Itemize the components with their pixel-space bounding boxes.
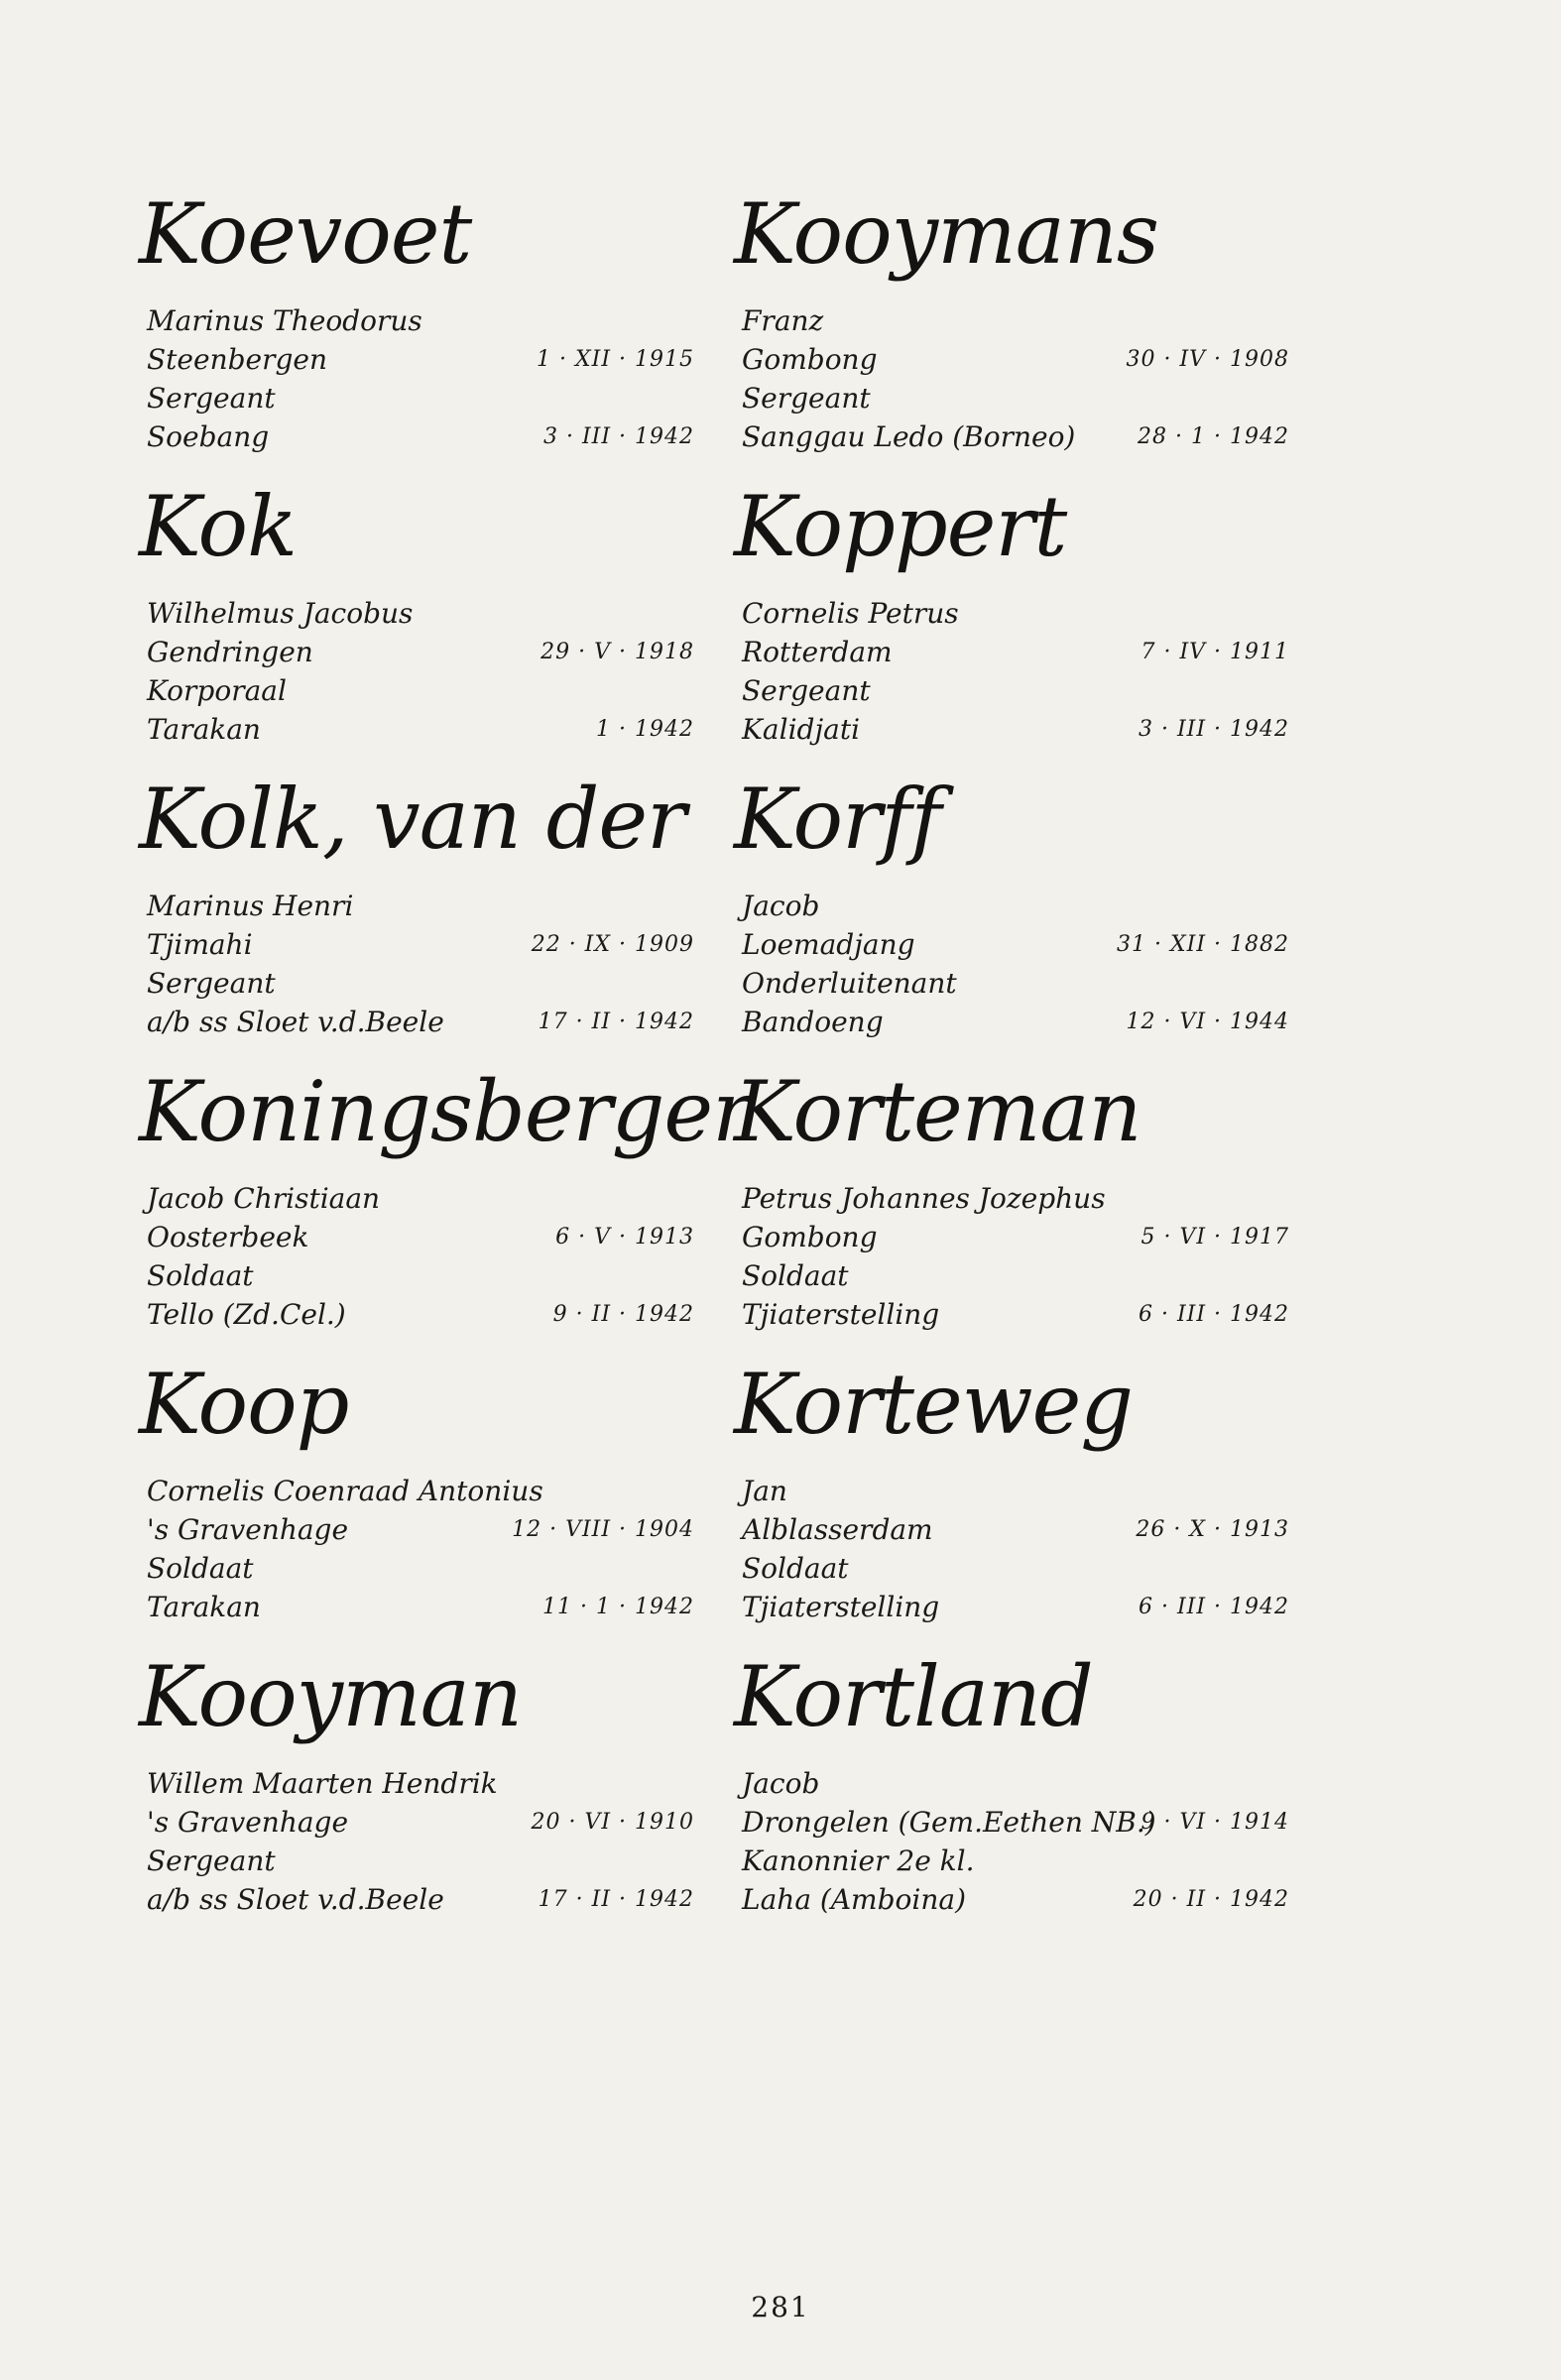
rank-line bbox=[139, 671, 694, 710]
rank-line bbox=[734, 1256, 1289, 1295]
given-names: Marinus Theodorus bbox=[147, 304, 422, 337]
death-date: 6 · III · 1942 bbox=[1138, 1302, 1289, 1327]
birth-line bbox=[139, 1803, 694, 1842]
given-names: Wilhelmus Jacobus bbox=[147, 597, 414, 630]
birth-line bbox=[734, 340, 1289, 379]
death-place: Sanggau Ledo (Borneo) bbox=[742, 420, 1076, 453]
birth-line bbox=[139, 1510, 694, 1549]
given-names-line bbox=[139, 1472, 694, 1510]
surname: Korff bbox=[734, 771, 941, 868]
given-names: Petrus Johannes Jozephus bbox=[742, 1182, 1106, 1215]
birth-date: 26 · X · 1913 bbox=[1136, 1517, 1289, 1542]
given-names: Cornelis Petrus bbox=[742, 597, 959, 630]
surname: Kortland bbox=[734, 1648, 1093, 1745]
rank: Soldaat bbox=[742, 1259, 849, 1292]
death-place: a/b ss Sloet v.d.Beele bbox=[147, 1006, 444, 1038]
death-place: Tello (Zd.Cel.) bbox=[147, 1298, 346, 1331]
birth-date: 7 · IV · 1911 bbox=[1141, 640, 1289, 664]
birth-place: Oosterbeek bbox=[147, 1221, 309, 1253]
rank-line bbox=[734, 1842, 1289, 1880]
birth-date: 5 · VI · 1917 bbox=[1141, 1225, 1289, 1250]
rank: Sergeant bbox=[147, 1844, 276, 1877]
birth-place: Gombong bbox=[742, 343, 878, 376]
rank: Soldaat bbox=[147, 1552, 254, 1585]
rank-line bbox=[734, 964, 1289, 1003]
rank: Korporaal bbox=[147, 674, 287, 707]
given-names: Willem Maarten Hendrik bbox=[147, 1767, 498, 1800]
death-place: Tjiaterstelling bbox=[742, 1298, 940, 1331]
given-names-line bbox=[139, 1764, 694, 1803]
birth-place: Rotterdam bbox=[742, 636, 893, 668]
death-line bbox=[734, 1295, 1289, 1334]
rank: Kanonnier 2e kl. bbox=[742, 1844, 975, 1877]
birth-line bbox=[734, 925, 1289, 964]
birth-place: Tjimahi bbox=[147, 928, 253, 961]
birth-date: 31 · XII · 1882 bbox=[1117, 932, 1289, 957]
birth-place: Gendringen bbox=[147, 636, 313, 668]
given-names: Marinus Henri bbox=[147, 890, 354, 922]
given-names-line bbox=[139, 1179, 694, 1218]
surname: Koop bbox=[139, 1356, 349, 1453]
birth-date: 9 · VI · 1914 bbox=[1141, 1810, 1289, 1835]
rank-line bbox=[734, 1549, 1289, 1588]
surname: Kok bbox=[139, 478, 297, 575]
birth-line bbox=[734, 1803, 1289, 1842]
given-names-line bbox=[734, 1179, 1289, 1218]
entry bbox=[139, 772, 694, 1064]
entry bbox=[734, 1649, 1289, 1942]
page-number: 281 bbox=[751, 2291, 810, 2323]
birth-place: Steenbergen bbox=[147, 343, 328, 376]
death-date: 17 · II · 1942 bbox=[538, 1887, 694, 1912]
entry bbox=[734, 186, 1289, 479]
surname: Kooymans bbox=[734, 185, 1159, 283]
entry bbox=[139, 1649, 694, 1942]
given-names-line bbox=[734, 887, 1289, 925]
birth-date: 30 · IV · 1908 bbox=[1126, 347, 1289, 372]
birth-date: 22 · IX · 1909 bbox=[531, 932, 694, 957]
entry bbox=[734, 479, 1289, 772]
rank-line bbox=[139, 1549, 694, 1588]
death-date: 1 · 1942 bbox=[596, 717, 694, 742]
birth-place: Loemadjang bbox=[742, 928, 915, 961]
given-names: Jacob bbox=[742, 890, 820, 922]
death-line bbox=[734, 1003, 1289, 1041]
rank-line bbox=[734, 671, 1289, 710]
rank-line bbox=[734, 379, 1289, 417]
birth-line bbox=[139, 633, 694, 671]
entry bbox=[139, 1063, 752, 1357]
death-place: Tarakan bbox=[147, 1591, 261, 1623]
death-place: Tarakan bbox=[147, 713, 261, 746]
death-place: Tjiaterstelling bbox=[742, 1591, 940, 1623]
left-column bbox=[139, 185, 752, 1942]
entry bbox=[734, 1357, 1289, 1649]
given-names-line bbox=[734, 1472, 1289, 1510]
rank: Sergeant bbox=[742, 674, 871, 707]
entry bbox=[734, 772, 1289, 1064]
death-date: 20 · II · 1942 bbox=[1133, 1887, 1289, 1912]
death-line bbox=[734, 1588, 1289, 1626]
death-line bbox=[734, 1880, 1289, 1919]
death-date: 9 · II · 1942 bbox=[552, 1302, 694, 1327]
rank: Sergeant bbox=[147, 967, 276, 1000]
death-place: Bandoeng bbox=[742, 1006, 884, 1038]
death-place: Soebang bbox=[147, 420, 270, 453]
entry bbox=[139, 186, 694, 479]
birth-date: 1 · XII · 1915 bbox=[537, 347, 694, 372]
given-names-line bbox=[734, 301, 1289, 340]
entry bbox=[139, 479, 694, 772]
right-column bbox=[734, 186, 1289, 1942]
death-line bbox=[139, 710, 694, 749]
rank: Sergeant bbox=[742, 382, 871, 415]
surname: Koevoet bbox=[139, 185, 472, 283]
death-line bbox=[734, 417, 1289, 456]
rank-line bbox=[139, 1842, 694, 1880]
surname: Korteman bbox=[734, 1063, 1141, 1160]
death-line bbox=[139, 1295, 694, 1334]
birth-place: 's Gravenhage bbox=[147, 1806, 349, 1839]
entry bbox=[734, 1064, 1289, 1357]
given-names-line bbox=[139, 887, 694, 925]
given-names: Cornelis Coenraad Antonius bbox=[147, 1475, 543, 1507]
death-place: Kalidjati bbox=[742, 713, 861, 746]
birth-line bbox=[734, 1510, 1289, 1549]
birth-line bbox=[734, 1218, 1289, 1256]
given-names: Jacob bbox=[742, 1767, 820, 1800]
death-place: a/b ss Sloet v.d.Beele bbox=[147, 1883, 444, 1916]
given-names-line bbox=[139, 301, 694, 340]
birth-date: 29 · V · 1918 bbox=[540, 640, 694, 664]
rank: Onderluitenant bbox=[742, 967, 957, 1000]
death-line bbox=[139, 417, 694, 456]
death-line bbox=[734, 710, 1289, 749]
death-line bbox=[139, 1003, 694, 1041]
rank: Soldaat bbox=[147, 1259, 254, 1292]
birth-line bbox=[139, 340, 694, 379]
death-place: Laha (Amboina) bbox=[742, 1883, 966, 1916]
birth-line bbox=[734, 633, 1289, 671]
birth-line bbox=[139, 925, 694, 964]
birth-place: Drongelen (Gem.Eethen NB.) bbox=[742, 1806, 1156, 1839]
surname: Korteweg bbox=[734, 1356, 1134, 1453]
death-date: 3 · III · 1942 bbox=[1138, 717, 1289, 742]
surname: Kolk, van der bbox=[139, 771, 686, 868]
birth-place: Gombong bbox=[742, 1221, 878, 1253]
surname: Koppert bbox=[734, 478, 1067, 575]
rank-line bbox=[139, 379, 694, 417]
death-date: 3 · III · 1942 bbox=[542, 424, 694, 449]
given-names-line bbox=[734, 594, 1289, 633]
death-date: 12 · VI · 1944 bbox=[1126, 1010, 1289, 1034]
death-date: 6 · III · 1942 bbox=[1138, 1595, 1289, 1619]
rank: Soldaat bbox=[742, 1552, 849, 1585]
given-names: Franz bbox=[742, 304, 824, 337]
death-date: 17 · II · 1942 bbox=[538, 1010, 694, 1034]
rank: Sergeant bbox=[147, 382, 276, 415]
given-names: Jacob Christiaan bbox=[147, 1182, 381, 1215]
birth-place: 's Gravenhage bbox=[147, 1513, 349, 1546]
birth-date: 20 · VI · 1910 bbox=[531, 1810, 694, 1835]
death-line bbox=[139, 1880, 694, 1919]
rank-line bbox=[139, 1256, 694, 1295]
birth-line bbox=[139, 1218, 694, 1256]
death-line bbox=[139, 1588, 694, 1626]
death-date: 11 · 1 · 1942 bbox=[542, 1595, 694, 1619]
entry bbox=[139, 1357, 694, 1649]
surname: Kooyman bbox=[139, 1648, 522, 1745]
given-names-line bbox=[139, 594, 694, 633]
given-names-line bbox=[734, 1764, 1289, 1803]
surname: Koningsberger bbox=[139, 1063, 752, 1160]
given-names: Jan bbox=[742, 1475, 787, 1507]
birth-date: 12 · VIII · 1904 bbox=[512, 1517, 694, 1542]
death-date: 28 · 1 · 1942 bbox=[1138, 424, 1289, 449]
birth-date: 6 · V · 1913 bbox=[555, 1225, 694, 1250]
rank-line bbox=[139, 964, 694, 1003]
birth-place: Alblasserdam bbox=[742, 1513, 933, 1546]
